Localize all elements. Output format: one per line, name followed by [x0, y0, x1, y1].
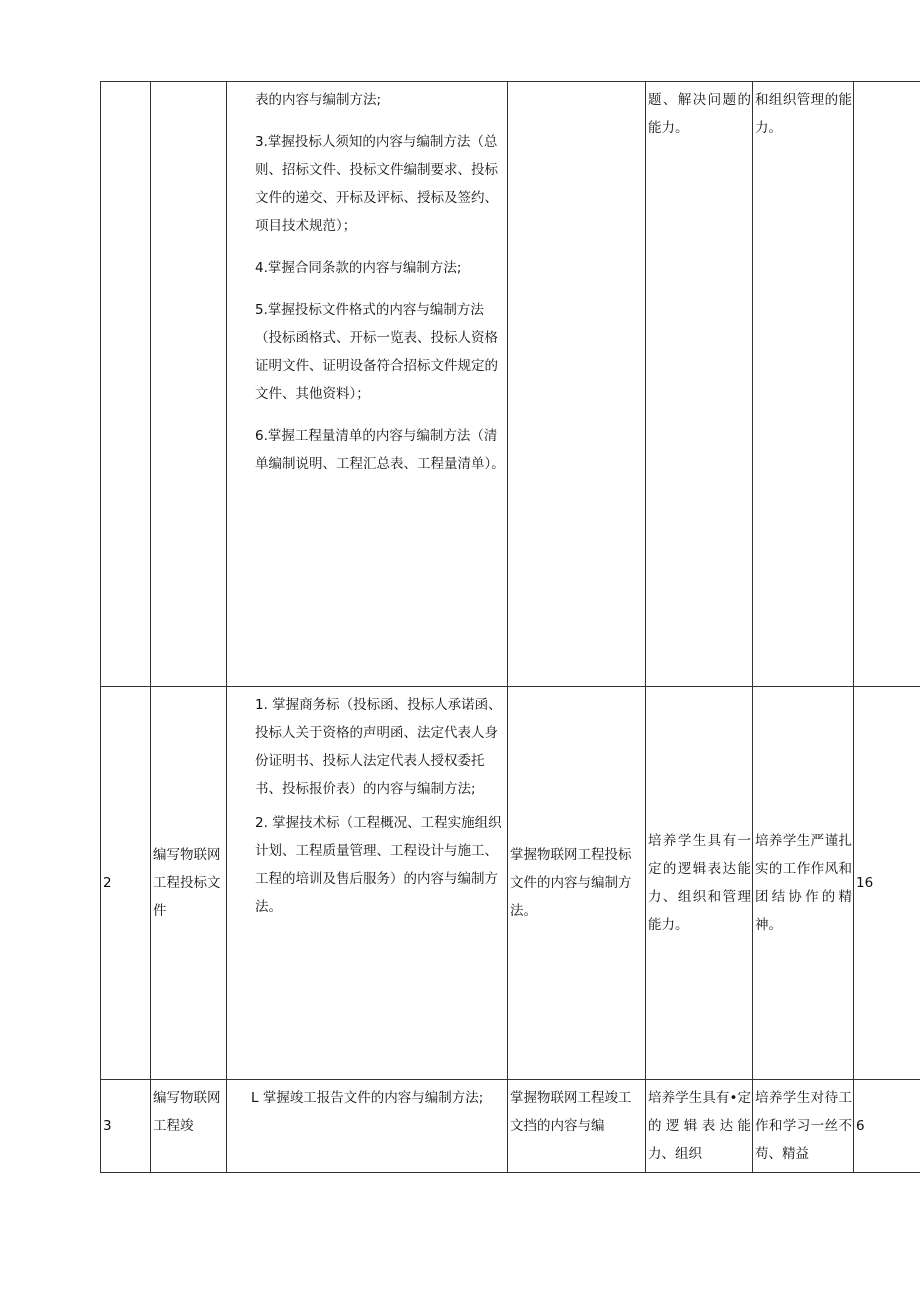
row-number-cell — [101, 82, 151, 687]
content-cell — [227, 82, 508, 687]
content-paragraph: 2. 掌握技术标（工程概况、工程实施组织计划、工程质量管理、工程设计与施工、工程的培训及售后服务）的内容与编制方法。 — [255, 815, 502, 915]
content-paragraph: 表的内容与编制方法; — [255, 92, 382, 108]
content-cell — [227, 687, 508, 1080]
content-paragraph: 3.掌握投标人须知的内容与编制方法（总则、招标文件、投标文件编制要求、投标文件的递交、开标及评标、授标及签约、项目技术规范）； — [255, 134, 498, 234]
row-number-cell: 2 — [101, 687, 151, 1080]
hours-cell: 16 — [854, 687, 920, 1080]
quality-cell: 和组织管理的能力。 — [753, 82, 854, 687]
table-row — [101, 687, 920, 1080]
content-cell — [227, 1080, 508, 1173]
content-paragraph: L 掌握竣工报告文件的内容与编制方法; — [251, 1090, 484, 1106]
quality-cell: 培养学生严谨扎实的工作作风和团结协作的精神。 — [753, 687, 854, 1080]
content-paragraph: 4.掌握合同条款的内容与编制方法; — [255, 260, 462, 276]
content-paragraph: 5.掌握投标文件格式的内容与编制方法（投标函格式、开标一览表、投标人资格证明文件、证明设备符合招标文件规定的文件、其他资料）； — [255, 302, 498, 402]
task-cell: 编写物联网工程投标文件 — [151, 687, 227, 1080]
table-row — [101, 1080, 920, 1173]
knowledge-cell: 掌握物联网工程投标文件的内容与编制方法。 — [508, 687, 646, 1080]
task-cell: 编写物联网工程竣 — [151, 1080, 227, 1173]
row-number-cell: 3 — [101, 1080, 151, 1173]
ability-cell: 培养学生具有一定的逻辑表达能力、组织和管理能力。 — [646, 687, 753, 1080]
knowledge-cell: 掌握物联网工程竣工文挡的内容与编 — [508, 1080, 646, 1173]
content-paragraph: 1. 掌握商务标（投标函、投标人承诺函、投标人关于资格的声明函、法定代表人身份证明书、投标人法定代表人授权委托书、投标报价表）的内容与编制方法; — [255, 697, 502, 797]
task-cell — [151, 82, 227, 687]
knowledge-cell — [508, 82, 646, 687]
course-content-table — [100, 81, 920, 1173]
hours-cell — [854, 82, 920, 687]
ability-cell: 培养学生具有•定的逻辑表达能力、组织 — [646, 1080, 753, 1173]
ability-cell: 题、解决问题的能力。 — [646, 82, 753, 687]
quality-cell: 培养学生对待工作和学习一丝不苟、精益 — [753, 1080, 854, 1173]
table-row — [101, 82, 920, 687]
hours-cell: 6 — [854, 1080, 920, 1173]
content-paragraph: 6.掌握工程量清单的内容与编制方法（清单编制说明、工程汇总表、工程量清单）。 — [255, 428, 505, 472]
